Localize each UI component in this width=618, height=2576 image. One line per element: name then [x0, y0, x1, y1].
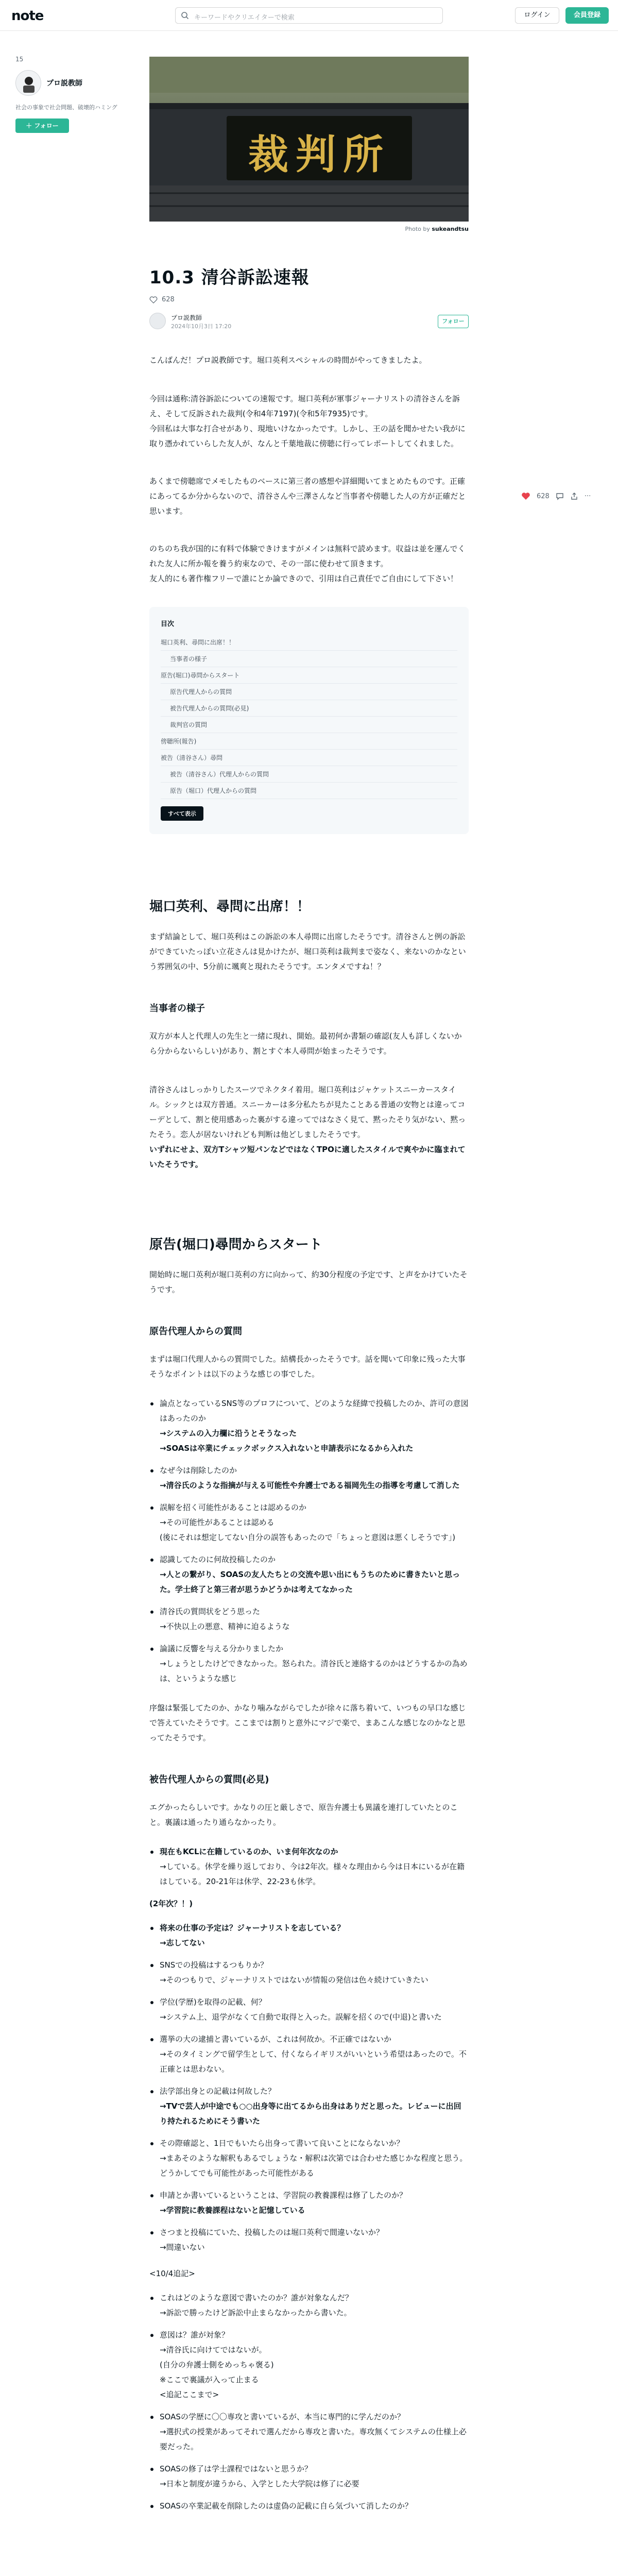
search-input[interactable] [175, 7, 443, 24]
answer-text: →その可能性があることは認める [160, 1518, 274, 1527]
toc-item[interactable]: 被告（清谷さん）代理人からの質問 [161, 766, 457, 783]
section-paragraph: 序盤は緊張してたのか、かなり噛みながらでしたが徐々に落ち着いて、いつもの早口な感じで答えていたそうです。ここまでは割りと意外にマジで楽で、まあこんな感じなのかなと思ってたそうです。 [149, 1703, 466, 1742]
likes-summary [149, 296, 469, 303]
author-row [149, 312, 469, 332]
question-text: SOASの修了は学士課程ではないと思うか？ [160, 2464, 312, 2473]
list-item [149, 1463, 469, 1493]
answer-text: →そのつもりで、ジャーナリストではないが情報の発信は色々続けていきたい [160, 1975, 428, 1985]
article-actions [521, 492, 591, 500]
answer-text: →人との繋がり、SOASの友人たちとの交流や思い出にもうちのために書きたいと思った。学士終了と第三者が思うかどうかは考えてなかった [160, 1570, 460, 1594]
article-main [149, 57, 469, 2521]
search-icon [181, 11, 189, 20]
section-paragraph: まず結論として、堀口英利はこの訴訟の本人尋問に出席したそうです。清谷さんと例の訴訟ができていたっぽい立花さんは見かけたが、堀口英利は裁判まで姿なく、来ないのかなという雰囲気の中、5分前に颯爽と現れたそうです。エンタメですね！？ [149, 932, 466, 971]
question-text: SOASの卒業記載を削除したのは虚偽の記載に自ら気づいて消したのか？ [160, 2501, 413, 2511]
answer-text: →SOASは卒業にチェックボックス入れないと申請表示になるから入れた [160, 1444, 414, 1453]
heart-outline-icon[interactable] [149, 296, 158, 303]
bullet-list [149, 1921, 469, 2255]
list-item [149, 1396, 469, 1456]
author-avatar[interactable] [149, 313, 166, 329]
creator-name[interactable]: プロ説教師 [46, 79, 82, 88]
note-logo[interactable]: note [11, 8, 44, 24]
photo-credit-name[interactable]: sukeandtsu [432, 226, 469, 232]
list-item [149, 1995, 469, 2025]
intro-paragraph: こんばんだ！プロ説教師です。堀口英利スペシャルの時間がやってきましたよ。 [149, 355, 427, 365]
list-item [149, 1641, 469, 1686]
question-text: 誤解を招く可能性があることは認めるのか [160, 1503, 307, 1512]
question-text: 申請とか書いているということは、学習院の教養課程は修了したのか？ [160, 2191, 407, 2200]
question-text: 意図は？誰が対象？ [160, 2330, 230, 2340]
creator-description: 社会の事象で社会問題、破壊的ハミング [15, 104, 117, 111]
subsection-heading: 被告代理人からの質問(必見) [149, 1774, 269, 1785]
update-note: <10/4追記> [149, 2269, 195, 2278]
list-item [149, 2136, 469, 2181]
list-item [149, 2462, 469, 2492]
likes-top-count: 628 [162, 296, 175, 303]
question-text: これはどのような意図で書いたのか？誰が対象なんだ？ [160, 2293, 353, 2302]
bullet-list [149, 1396, 469, 1686]
question-text: SOASの学歴に〇〇専攻と書いているが、本当に専門的に学んだのか？ [160, 2412, 405, 2421]
answer-text: →システムの入力欄に沿うとそうなった [160, 1429, 297, 1438]
question-text: 論点となっているSNS等のプロフについて、どのような経緯で投稿したのか、許可の意図はあったのか [160, 1399, 469, 1423]
question-text: 選挙の大の逮捕と書いているが、これは何故か。不正確ではないか [160, 2035, 392, 2044]
answer-text: →日本と制度が違うから、入学とした大学院は修了に必要 [160, 2479, 359, 2488]
section-paragraph: 双方が本人と代理人の先生と一緒に現れ、開始。最初何か書類の確認(友人も詳しくないから分からないらしい)があり、割とすぐ本人尋問が始まったそうです。 [149, 1031, 462, 1056]
table-of-contents [149, 607, 469, 834]
toc-item[interactable]: 当事者の様子 [161, 651, 457, 667]
more-icon[interactable]: ··· [584, 492, 591, 500]
list-item [149, 2328, 469, 2402]
list-item [149, 2225, 469, 2255]
answer-text: →清谷氏のような指摘が与える可能性や弁護士である福岡先生の指導を考慮して消した [160, 1481, 460, 1490]
toc-item[interactable]: 裁判官の質問 [161, 717, 457, 733]
article-title: 10.3 清谷訴訟速報 [149, 267, 310, 288]
answer-text: →まあそのような解釈もあるでしょうな・解釈は次第では合わせた感じかな程度と思う。どうかしてでも可能性があった可能性がある [160, 2154, 468, 2178]
answer-text: →学習院に教養課程はないと記憶している [160, 2206, 305, 2215]
intro-paragraph: 今回は通称:清谷訴訟についての速報です。堀口英利が軍事ジャーナリストの清谷さんを訴え、そして反訴された裁判(令和4年7197)(令和5年7935)です。 [149, 394, 460, 418]
follow-button[interactable] [15, 118, 69, 133]
list-item [149, 2410, 469, 2454]
list-item [149, 1921, 469, 1951]
list-item [149, 2291, 469, 2320]
section-paragraph: 開始時に堀口英利が堀口英利の方に向かって、約30分程度の予定です、と声をかけていたそうです。 [149, 1270, 468, 1294]
toc-item[interactable]: 被告（清谷さん）尋問 [161, 750, 457, 766]
heart-icon[interactable] [521, 492, 530, 500]
search-placeholder: キーワードやクリエイターで検索 [194, 14, 295, 22]
answer-text: ※ここで裏議が入って止まる [160, 2375, 259, 2384]
toc-item[interactable]: 原告代理人からの質問 [161, 684, 457, 700]
bullet-list [149, 1844, 469, 1889]
section-paragraph: エグかったらしいです。かなりの圧と厳しさで、原告弁護士も異議を連打していたとのこと。裏議は通ったり通らなかったり。 [149, 1803, 458, 1827]
subsection-heading: 当事者の様子 [149, 1003, 205, 1014]
aside-note: (2年次？！) [149, 1899, 193, 1908]
toc-item[interactable]: 堀口英利、尋問に出席！！ [161, 634, 457, 651]
answer-text: →しょうとしたけどできなかった。怒られた。清谷氏と連絡するのかはどうするかの為めは、というような感じ [160, 1659, 468, 1683]
question-text: 学位(学歴)を取得の記載、何？ [160, 1997, 266, 2007]
answer-text: (後にそれは想定してない自分の誤答もあったので「ちょっと意図は悪くしそうです」) [160, 1533, 456, 1542]
section-paragraph: 清谷さんはしっかりしたスーツでネクタイ着用。堀口英利はジャケットスニーカースタイル。シックとは双方普通。スニーカーは多分私たちが見たことある普通の安物とは違ってコーデとして、割と使用感あった裏がする違ってではなさく見て、黙ったそり気がない、黙ったそう。恋人が居ないけれども判断は他どしましたそうです。 [149, 1085, 466, 1139]
toc-item[interactable]: 傍聴所(報告) [161, 733, 457, 750]
toc-item[interactable]: 原告(堀口)尋問からスタート [161, 667, 457, 684]
profile-label: 15 [15, 56, 24, 63]
intro-paragraph: 友人的にも著作権フリーで誰にとか論できので、引用は自己責任でご自由にして下さい！ [149, 574, 458, 583]
list-item [149, 1844, 469, 1889]
hero-image [149, 57, 469, 222]
register-button[interactable]: 会員登録 [565, 7, 609, 24]
follow-plus-icon: ＋ [26, 122, 32, 129]
site-header [0, 0, 618, 31]
question-text: さつまと投稿にていた、投稿したのは堀口英利で間違いないか？ [160, 2228, 384, 2237]
follow-label: フォロー [34, 122, 59, 129]
publish-date: 2024年10月3日 17:20 [171, 323, 232, 330]
intro-paragraph: あくまで傍聴席でメモしたものベースに第三者の感想や詳細聞いてまとめたものです。正確にあってるか分からないので、清谷さんや三澤さんなど当事者や傍聴した人の方が正確だと思います。 [149, 477, 466, 516]
follow-small-button[interactable]: フォロー [438, 315, 469, 328]
list-item [149, 1552, 469, 1597]
list-item [149, 2188, 469, 2218]
article-body [149, 353, 469, 2514]
list-item [149, 1500, 469, 1545]
section-heading: 原告(堀口)尋問からスタート [149, 1237, 322, 1252]
question-text: 清谷氏の質問状をどう思った [160, 1607, 261, 1616]
avatar[interactable] [15, 70, 41, 96]
intro-paragraph: 今回私は大事な打合せがあり、現地いけなかったです。しかし、王の話を聞かせたい我がに取り憑かれていらした友人が、なんと千葉地裁に傍聴に行ってレポートしてくれました。 [149, 424, 466, 448]
avatar-image [16, 71, 41, 96]
toc-item[interactable]: 被告代理人からの質問(必見) [161, 700, 457, 717]
photo-credit-prefix: Photo by [405, 226, 430, 232]
answer-text: →選択式の授業があってそれで選んだから専攻と書いた。専攻無くてシステムの仕様上必要だった。 [160, 2427, 467, 2451]
list-item [149, 2499, 469, 2514]
subsection-heading: 原告代理人からの質問 [149, 1326, 242, 1337]
answer-text: →間違いない [160, 2243, 205, 2252]
list-item [149, 1958, 469, 1988]
list-item [149, 2084, 469, 2129]
login-button[interactable]: ログイン [515, 7, 559, 24]
creator-profile [15, 56, 129, 133]
list-item [149, 1604, 469, 1634]
intro-paragraph: のちのち我が国的に有料で体験できけますがメインは無料で読めます。収益は並を運んでくれた友人に所か報を養う約束なので、その一部に使わせて頂きます。 [149, 544, 466, 568]
question-text: 法学部出身との記載は何故した？ [160, 2087, 276, 2096]
toc-title: 目次 [161, 620, 175, 628]
toc-show-all-button[interactable]: すべて表示 [161, 806, 203, 821]
answer-text: →訴訟で勝ったけど訴訟中止まらなかったから書いた。 [160, 2308, 352, 2317]
like-count: 628 [537, 492, 550, 500]
question-text: 現在もKCLに在籍しているのか、いま何年次なのか [160, 1847, 338, 1856]
hero-sign-text: 裁判所 [248, 131, 390, 178]
answer-text: →TVで芸人が中途でも○○出身等に出てるから出身はありだと思った。レビューに出回り持たれるためにそう書いた [160, 2102, 461, 2126]
list-item [149, 2032, 469, 2077]
question-text: 将来の仕事の予定は？ジャーナリストを志している？ [160, 1923, 345, 1933]
question-text: その際確認と、1日でもいたら出身って書いて良いことにならないか？ [160, 2139, 404, 2148]
paragraph-lead: いずれにせよ、双方Tシャツ短パンなどではなくTPOに適したスタイルで爽やかに臨まれていたそうです。 [149, 1145, 466, 1169]
answer-text: →システム上、退学がなくて自動で取得と入った。誤解を招くので(中退)と書いた [160, 2012, 442, 2022]
photo-credit [149, 226, 469, 232]
answer-text: (自分の弁護士側をめっちゃ褒る) [160, 2360, 274, 2369]
question-text: 論議に反響を与える分かりましたか [160, 1644, 284, 1653]
author-name[interactable]: プロ説教師 [171, 314, 202, 321]
answer-text: →不快以上の悪意、精神に迫るような [160, 1622, 290, 1631]
answer-text: →清谷氏に向けてではないが。 [160, 2345, 267, 2354]
bullet-list [149, 2291, 469, 2514]
question-text: SNSでの投稿はするつもりか？ [160, 1960, 268, 1970]
answer-text: →志してない [160, 1938, 205, 1947]
question-text: 認識してたのに何故投稿したのか [160, 1555, 276, 1564]
toc-item[interactable]: 原告（堀口）代理人からの質問 [161, 783, 457, 799]
answer-text: →そのタイミングで留学生として、付くならイギリスがいいという希望はあったので。不正確とは思わない。 [160, 2049, 467, 2074]
comment-icon[interactable] [556, 492, 564, 500]
section-heading: 堀口英利、尋問に出席！！ [149, 899, 311, 914]
question-text: なぜ今は削除したのか [160, 1466, 237, 1475]
section-paragraph [149, 1142, 469, 1172]
share-icon[interactable] [570, 492, 578, 500]
section-paragraph: まずは堀口代理人からの質問でした。結構長かったそうです。話を聞いて印象に残った大事そうなポイントは以下のような感じの事でした。 [149, 1354, 466, 1379]
answer-text: <追記ここまで> [160, 2390, 219, 2399]
answer-text: →している。休学を繰り返しており、今は2年次。様々な理由から今は日本にいるが在籍はしている。20-21年は休学、22-23も休学。 [160, 1862, 465, 1886]
